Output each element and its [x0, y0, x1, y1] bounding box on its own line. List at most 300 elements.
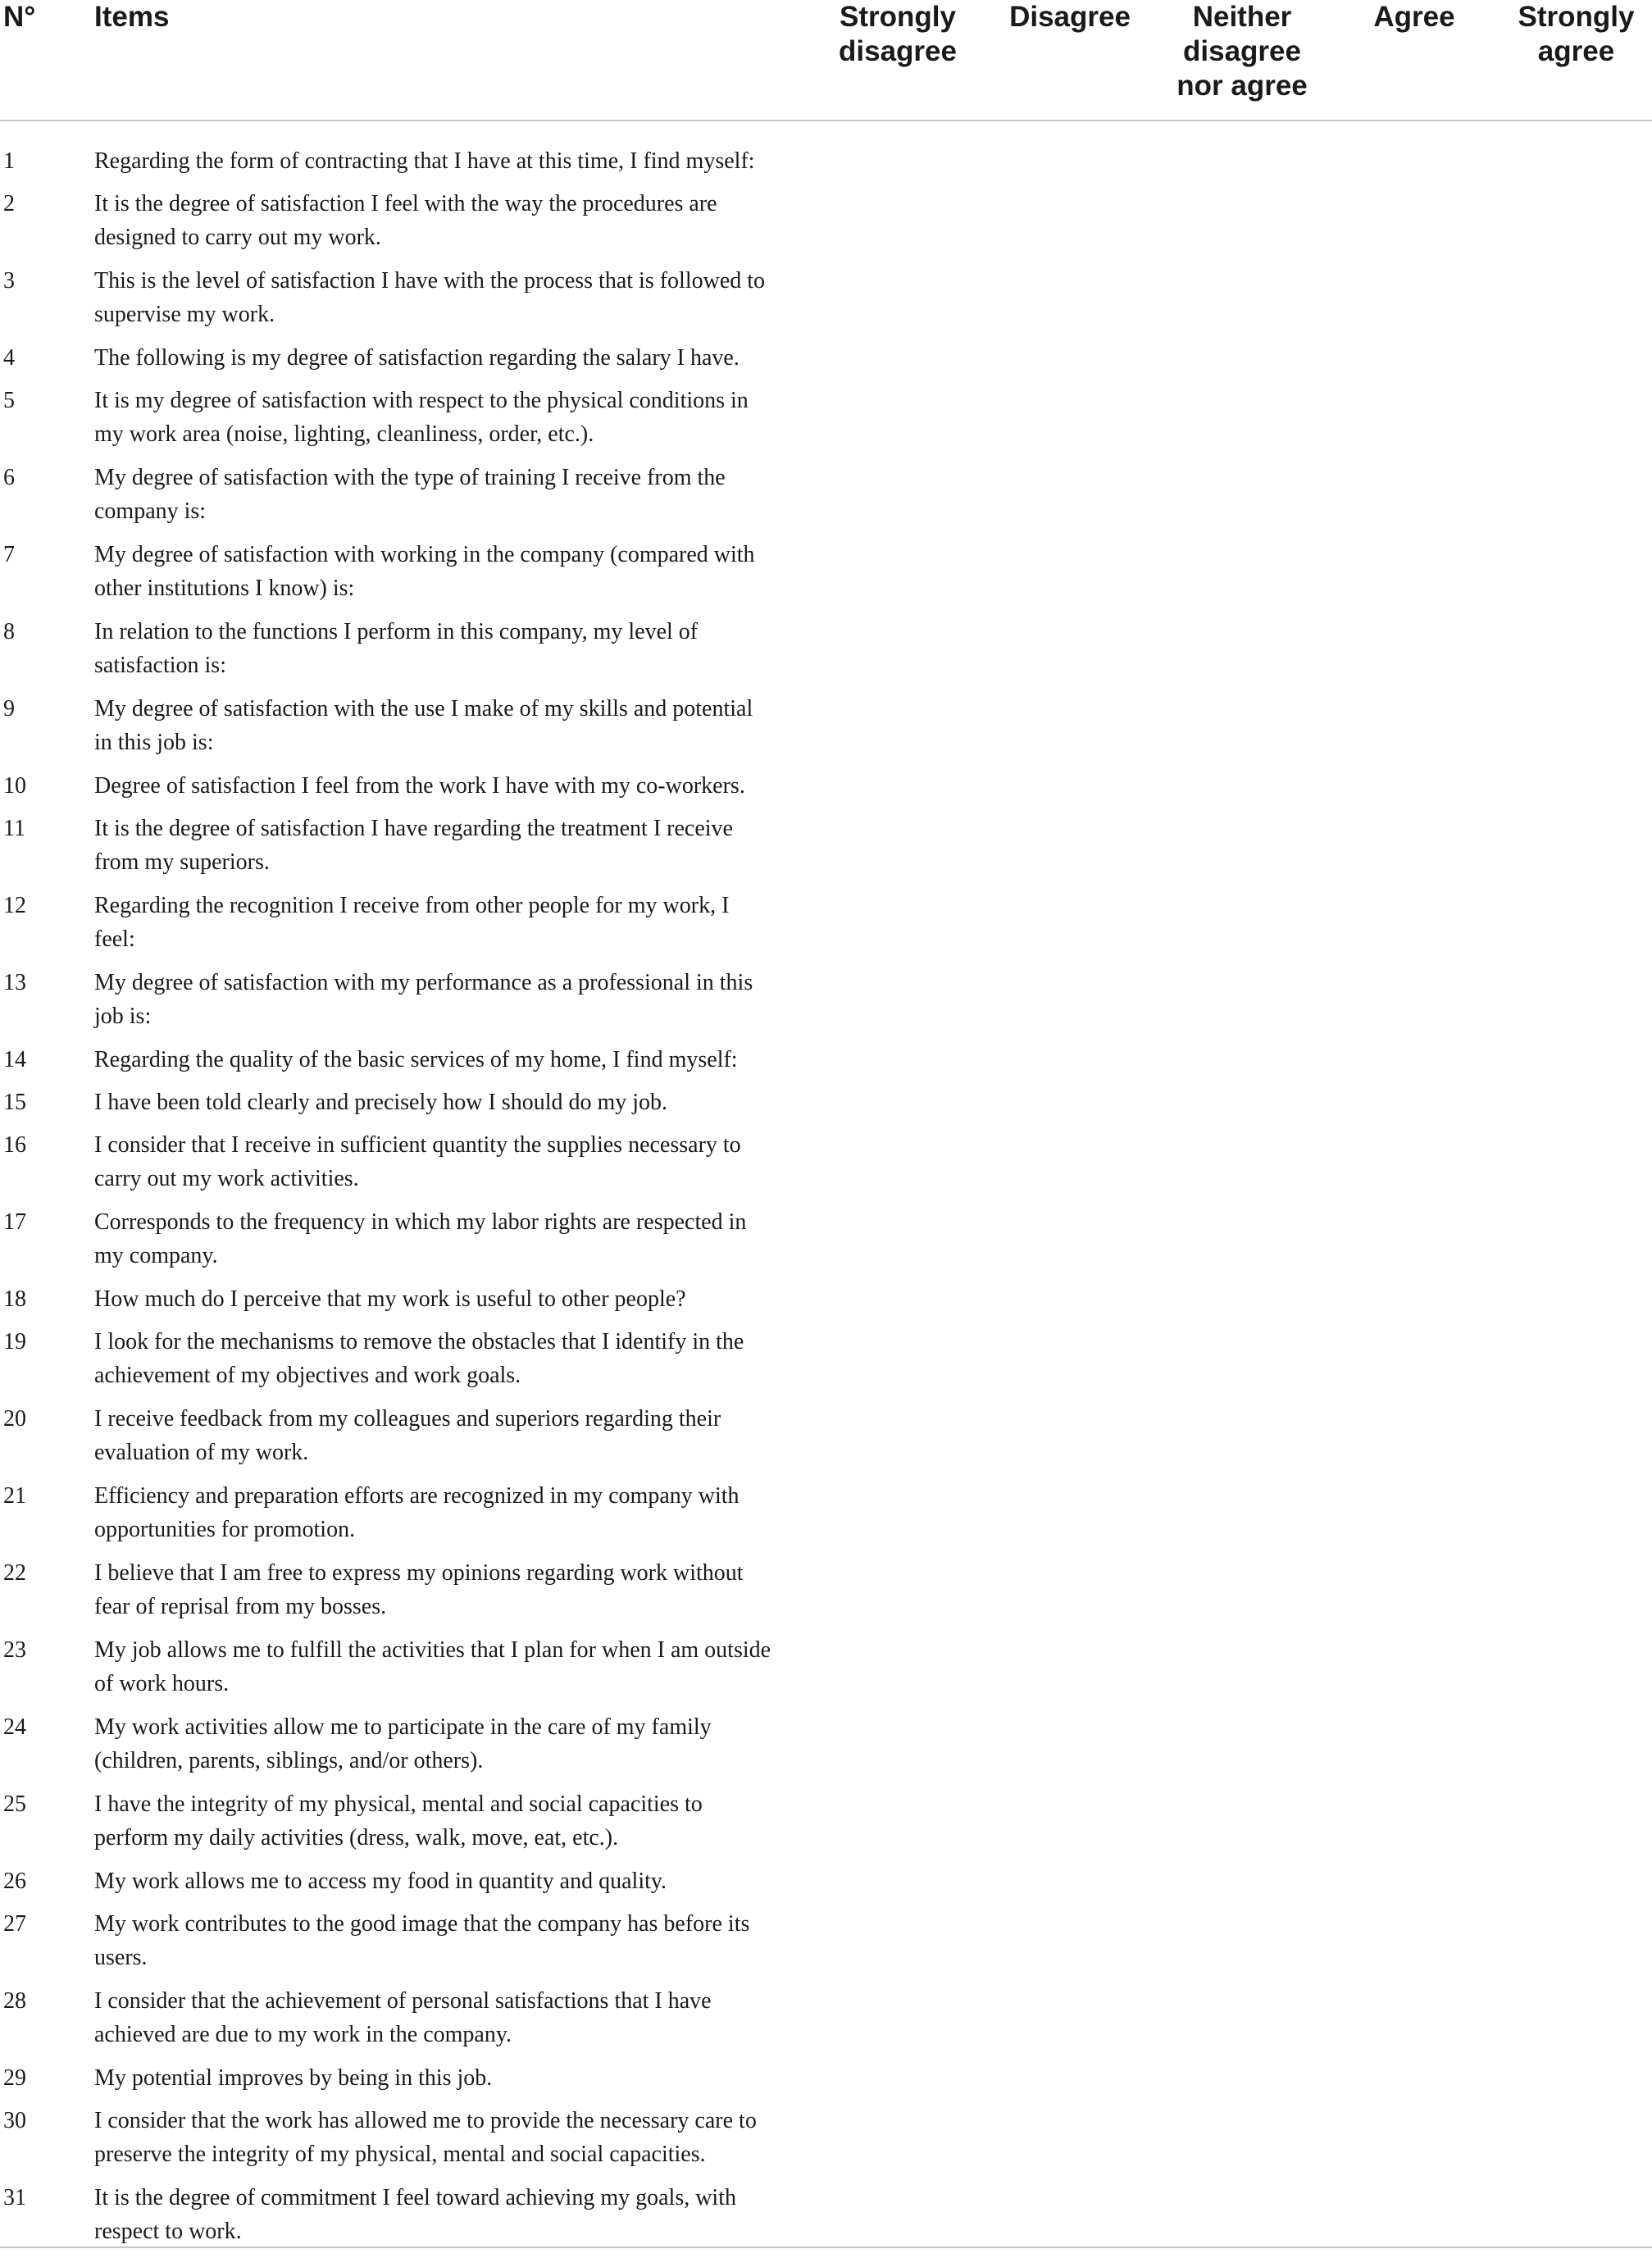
response-cell — [1156, 615, 1328, 692]
response-cell — [812, 538, 984, 615]
item-text — [94, 1710, 812, 1787]
item-text — [94, 1402, 812, 1479]
item-text-line: supervise my work. — [94, 302, 275, 327]
response-cell — [1156, 538, 1328, 615]
item-text-line: (children, parents, siblings, and/or others). — [94, 1748, 484, 1773]
header-strongly-disagree — [812, 0, 984, 121]
table-row — [0, 615, 1652, 692]
response-cell — [812, 1402, 984, 1479]
response-cell — [812, 1043, 984, 1086]
response-cell — [1500, 187, 1652, 264]
item-number: 16 — [3, 1132, 26, 1158]
table-row — [0, 692, 1652, 769]
item-text — [94, 2104, 812, 2181]
response-cell — [812, 692, 984, 769]
response-cell — [812, 615, 984, 692]
response-cell — [1156, 1128, 1328, 1205]
item-text — [94, 1907, 812, 1984]
response-cell — [984, 461, 1156, 538]
item-text — [94, 1282, 812, 1325]
response-cell — [1328, 1128, 1500, 1205]
item-text — [94, 264, 812, 341]
item-text-line: My potential improves by being in this job. — [94, 2065, 493, 2091]
response-cell — [1500, 1205, 1652, 1282]
header-number: N° — [0, 0, 94, 121]
response-cell — [984, 2061, 1156, 2104]
response-cell — [1156, 1984, 1328, 2061]
item-number: 24 — [3, 1714, 26, 1740]
item-text-line: from my superiors. — [94, 849, 270, 875]
item-text-line: satisfaction is: — [94, 653, 226, 678]
table-row — [0, 1907, 1652, 1984]
response-cell — [1500, 264, 1652, 341]
response-cell — [1156, 2061, 1328, 2104]
response-cell — [984, 1043, 1156, 1086]
item-number: 29 — [3, 2065, 26, 2091]
response-cell — [812, 1205, 984, 1282]
item-text-line: I consider that the work has allowed me to provide the necessary care to — [94, 2108, 757, 2133]
response-cell — [984, 2104, 1156, 2181]
response-cell — [1328, 1984, 1500, 2061]
response-cell — [1156, 1633, 1328, 1710]
response-cell — [1500, 1128, 1652, 1205]
response-cell — [1156, 121, 1328, 187]
table-row — [0, 538, 1652, 615]
table-row — [0, 1128, 1652, 1205]
header-line: agree — [1537, 35, 1615, 67]
response-cell — [1500, 812, 1652, 889]
response-cell — [984, 341, 1156, 384]
item-text — [94, 1556, 812, 1633]
response-cell — [1328, 889, 1500, 966]
response-cell — [1328, 1325, 1500, 1402]
item-text-line: I have been told clearly and precisely how I should do my job. — [94, 1090, 668, 1115]
response-cell — [1328, 1086, 1500, 1128]
response-cell — [984, 1282, 1156, 1325]
item-number: 19 — [3, 1329, 26, 1354]
response-cell — [812, 1984, 984, 2061]
response-cell — [1500, 615, 1652, 692]
response-cell — [984, 966, 1156, 1043]
table-row — [0, 1086, 1652, 1128]
item-text-line: My job allows me to fulfill the activities that I plan for when I am outside — [94, 1637, 771, 1663]
item-text-line: The following is my degree of satisfaction regarding the salary I have. — [94, 345, 740, 371]
header-line: disagree — [1183, 35, 1301, 67]
response-cell — [1156, 812, 1328, 889]
table-row — [0, 264, 1652, 341]
item-number: 23 — [3, 1637, 26, 1663]
response-cell — [1500, 1633, 1652, 1710]
response-cell — [812, 2061, 984, 2104]
response-cell — [812, 2104, 984, 2181]
header-line: Strongly — [840, 1, 956, 33]
item-text-line: I have the integrity of my physical, mental and social capacities to — [94, 1791, 703, 1817]
response-cell — [984, 1325, 1156, 1402]
item-text — [94, 966, 812, 1043]
item-text — [94, 1984, 812, 2061]
item-text-line: It is the degree of commitment I feel toward achieving my goals, with — [94, 2185, 736, 2210]
response-cell — [984, 1984, 1156, 2061]
item-text-line: My work allows me to access my food in quantity and quality. — [94, 1869, 667, 1894]
item-number: 14 — [3, 1047, 26, 1072]
response-cell — [812, 966, 984, 1043]
item-text-line: My degree of satisfaction with my performance as a professional in this — [94, 970, 753, 995]
response-cell — [812, 1325, 984, 1402]
item-text — [94, 1205, 812, 1282]
response-cell — [812, 889, 984, 966]
item-text-line: In relation to the functions I perform in this company, my level of — [94, 619, 699, 644]
response-cell — [1328, 538, 1500, 615]
response-cell — [984, 1479, 1156, 1556]
table-row — [0, 2104, 1652, 2181]
item-text — [94, 1128, 812, 1205]
item-text-line: carry out my work activities. — [94, 1166, 359, 1191]
response-cell — [1500, 2104, 1652, 2181]
header-line: Strongly — [1518, 1, 1635, 33]
item-text-line: opportunities for promotion. — [94, 1517, 356, 1542]
response-cell — [984, 1402, 1156, 1479]
item-text — [94, 538, 812, 615]
response-cell — [1156, 1402, 1328, 1479]
response-cell — [984, 384, 1156, 461]
item-number: 30 — [3, 2108, 26, 2133]
header-items: Items — [94, 0, 812, 121]
item-text-line: I receive feedback from my colleagues and superiors regarding their — [94, 1406, 721, 1432]
response-cell — [984, 121, 1156, 187]
table-row — [0, 1710, 1652, 1787]
response-cell — [1328, 1787, 1500, 1864]
header-agree — [1328, 0, 1500, 121]
response-cell — [1328, 1556, 1500, 1633]
table-row — [0, 341, 1652, 384]
item-text — [94, 384, 812, 461]
item-number: 31 — [3, 2185, 26, 2210]
response-cell — [1156, 1205, 1328, 1282]
item-number: 1 — [3, 148, 15, 174]
response-cell — [1156, 966, 1328, 1043]
header-line: Neither — [1192, 1, 1292, 33]
item-text-line: company is: — [94, 498, 207, 524]
item-text-line: This is the level of satisfaction I have with the process that is followed to — [94, 268, 766, 294]
item-text-line: Regarding the recognition I receive from other people for my work, I — [94, 893, 730, 918]
item-text-line: My work activities allow me to participate in the care of my family — [94, 1714, 712, 1740]
item-text-line: My degree of satisfaction with the use I make of my skills and potential — [94, 696, 753, 722]
header-line: nor agree — [1176, 70, 1308, 102]
table-row — [0, 1402, 1652, 1479]
item-text — [94, 1325, 812, 1402]
response-cell — [1500, 966, 1652, 1043]
item-number: 5 — [3, 388, 15, 413]
table-header-row — [0, 0, 1652, 121]
item-text-line: I look for the mechanisms to remove the obstacles that I identify in the — [94, 1329, 744, 1354]
response-cell — [1328, 1907, 1500, 1984]
item-text-line: Degree of satisfaction I feel from the work I have with my co-workers. — [94, 773, 745, 799]
item-number: 26 — [3, 1869, 26, 1894]
item-text — [94, 812, 812, 889]
response-cell — [1500, 1402, 1652, 1479]
item-number: 28 — [3, 1988, 26, 2014]
header-line: disagree — [839, 35, 957, 67]
response-cell — [1156, 187, 1328, 264]
table-row — [0, 187, 1652, 264]
table-row — [0, 1205, 1652, 1282]
response-cell — [812, 187, 984, 264]
response-cell — [812, 264, 984, 341]
response-cell — [1156, 889, 1328, 966]
item-text — [94, 1479, 812, 1556]
response-cell — [1328, 692, 1500, 769]
response-cell — [984, 812, 1156, 889]
response-cell — [984, 889, 1156, 966]
response-cell — [1156, 1556, 1328, 1633]
item-number: 22 — [3, 1560, 26, 1586]
item-text-line: fear of reprisal from my bosses. — [94, 1594, 387, 1619]
response-cell — [812, 1282, 984, 1325]
item-text — [94, 341, 812, 384]
item-text-line: job is: — [94, 1004, 152, 1029]
header-strongly-agree — [1500, 0, 1652, 121]
response-cell — [1328, 1864, 1500, 1907]
response-cell — [1156, 2104, 1328, 2181]
item-number: 12 — [3, 893, 26, 918]
response-cell — [812, 1864, 984, 1907]
item-text-line: my company. — [94, 1243, 218, 1268]
response-cell — [1328, 1633, 1500, 1710]
item-text-line: It is the degree of satisfaction I feel with the way the procedures are — [94, 191, 717, 216]
response-cell — [1500, 1086, 1652, 1128]
item-text-line: of work hours. — [94, 1671, 230, 1696]
item-text — [94, 2061, 812, 2104]
response-cell — [1328, 1282, 1500, 1325]
item-text-line: in this job is: — [94, 730, 214, 755]
item-text-line: My work contributes to the good image that the company has before its — [94, 1911, 750, 1937]
response-cell — [1500, 1864, 1652, 1907]
response-cell — [984, 264, 1156, 341]
item-text-line: How much do I perceive that my work is useful to other people? — [94, 1286, 686, 1312]
response-cell — [1328, 2104, 1500, 2181]
response-cell — [812, 121, 984, 187]
item-text-line: perform my daily activities (dress, walk, move, eat, etc.). — [94, 1825, 619, 1851]
table-row — [0, 812, 1652, 889]
response-cell — [984, 1086, 1156, 1128]
header-disagree — [984, 0, 1156, 121]
item-text — [94, 1043, 812, 1086]
table-row — [0, 2061, 1652, 2104]
response-cell — [812, 812, 984, 889]
response-cell — [1156, 1710, 1328, 1787]
response-cell — [984, 538, 1156, 615]
response-cell — [1500, 769, 1652, 812]
response-cell — [984, 615, 1156, 692]
response-cell — [1500, 384, 1652, 461]
response-cell — [812, 1633, 984, 1710]
response-cell — [984, 1633, 1156, 1710]
response-cell — [1156, 264, 1328, 341]
response-cell — [1328, 615, 1500, 692]
item-text — [94, 769, 812, 812]
item-text — [94, 121, 812, 187]
item-text-line: Efficiency and preparation efforts are recognized in my company with — [94, 1483, 740, 1509]
response-cell — [1500, 1043, 1652, 1086]
response-cell — [1328, 384, 1500, 461]
item-number: 6 — [3, 465, 15, 490]
response-cell — [1328, 1479, 1500, 1556]
item-number: 4 — [3, 345, 15, 371]
item-text — [94, 1633, 812, 1710]
response-cell — [812, 461, 984, 538]
item-text-line: users. — [94, 1945, 148, 1970]
header-line: Disagree — [1009, 1, 1131, 33]
response-cell — [812, 1479, 984, 1556]
item-number: 10 — [3, 773, 26, 799]
response-cell — [1156, 1907, 1328, 1984]
item-number: 3 — [3, 268, 15, 294]
table-row — [0, 1787, 1652, 1864]
bottom-rule — [0, 2247, 1652, 2248]
response-cell — [812, 1128, 984, 1205]
response-cell — [984, 1710, 1156, 1787]
response-cell — [1328, 121, 1500, 187]
response-cell — [984, 187, 1156, 264]
response-cell — [812, 1710, 984, 1787]
table-row — [0, 1479, 1652, 1556]
response-cell — [812, 769, 984, 812]
response-cell — [1328, 1043, 1500, 1086]
response-cell — [1500, 1556, 1652, 1633]
item-number: 25 — [3, 1791, 26, 1817]
table-row — [0, 1864, 1652, 1907]
item-number: 20 — [3, 1406, 26, 1432]
response-cell — [1500, 1479, 1652, 1556]
response-cell — [984, 1907, 1156, 1984]
response-cell — [1328, 1402, 1500, 1479]
response-cell — [1328, 966, 1500, 1043]
item-text-line: designed to carry out my work. — [94, 225, 381, 250]
response-cell — [1328, 341, 1500, 384]
response-cell — [1156, 769, 1328, 812]
item-number: 17 — [3, 1209, 26, 1235]
response-cell — [1156, 1086, 1328, 1128]
response-cell — [1500, 538, 1652, 615]
table-row — [0, 121, 1652, 187]
item-text-line: My degree of satisfaction with working in the company (compared with — [94, 542, 755, 567]
response-cell — [984, 1205, 1156, 1282]
item-text-line: preserve the integrity of my physical, mental and social capacities. — [94, 2142, 706, 2167]
response-cell — [984, 1787, 1156, 1864]
item-text-line: I consider that I receive in sufficient quantity the supplies necessary to — [94, 1132, 741, 1158]
response-cell — [1500, 889, 1652, 966]
response-cell — [984, 1864, 1156, 1907]
response-cell — [812, 341, 984, 384]
item-number: 9 — [3, 696, 15, 722]
response-cell — [1156, 1043, 1328, 1086]
header-neither — [1156, 0, 1328, 121]
response-cell — [812, 1787, 984, 1864]
item-text-line: I consider that the achievement of personal satisfactions that I have — [94, 1988, 712, 2014]
item-number: 11 — [3, 816, 25, 841]
table-row — [0, 1043, 1652, 1086]
response-cell — [812, 1907, 984, 1984]
response-cell — [1328, 461, 1500, 538]
item-text-line: I believe that I am free to express my opinions regarding work without — [94, 1560, 744, 1586]
response-cell — [1328, 264, 1500, 341]
response-cell — [1500, 1710, 1652, 1787]
item-text-line: Regarding the quality of the basic services of my home, I find myself: — [94, 1047, 738, 1072]
item-text-line: other institutions I know) is: — [94, 576, 355, 601]
response-cell — [1328, 2061, 1500, 2104]
response-cell — [1156, 1282, 1328, 1325]
item-text — [94, 692, 812, 769]
item-number: 27 — [3, 1911, 26, 1937]
item-number: 18 — [3, 1286, 26, 1312]
header-line: Agree — [1373, 1, 1455, 33]
response-cell — [812, 384, 984, 461]
response-cell — [1156, 1864, 1328, 1907]
response-cell — [984, 1556, 1156, 1633]
response-cell — [1328, 1205, 1500, 1282]
item-text — [94, 1864, 812, 1907]
item-number: 21 — [3, 1483, 26, 1509]
response-cell — [984, 1128, 1156, 1205]
table-row — [0, 966, 1652, 1043]
response-cell — [1500, 1787, 1652, 1864]
item-number: 8 — [3, 619, 15, 644]
table-row — [0, 1633, 1652, 1710]
item-text — [94, 1086, 812, 1128]
item-text — [94, 1787, 812, 1864]
item-text-line: respect to work. — [94, 2219, 242, 2244]
item-text-line: feel: — [94, 926, 135, 952]
item-text-line: my work area (noise, lighting, cleanliness, order, etc.). — [94, 421, 594, 447]
response-cell — [1156, 341, 1328, 384]
response-cell — [1156, 1479, 1328, 1556]
item-text-line: Regarding the form of contracting that I have at this time, I find myself: — [94, 148, 755, 174]
response-cell — [1500, 1325, 1652, 1402]
item-text — [94, 461, 812, 538]
response-cell — [1328, 187, 1500, 264]
response-cell — [1500, 2061, 1652, 2104]
item-number: 15 — [3, 1090, 26, 1115]
table-row — [0, 889, 1652, 966]
response-cell — [812, 1556, 984, 1633]
response-cell — [1500, 692, 1652, 769]
response-cell — [1500, 1984, 1652, 2061]
response-cell — [1156, 692, 1328, 769]
item-number: 13 — [3, 970, 26, 995]
item-text — [94, 889, 812, 966]
table-row — [0, 1325, 1652, 1402]
table-row — [0, 1556, 1652, 1633]
response-cell — [1500, 1282, 1652, 1325]
item-number: 2 — [3, 191, 15, 216]
response-cell — [1500, 121, 1652, 187]
response-cell — [1328, 812, 1500, 889]
table-row — [0, 461, 1652, 538]
response-cell — [1156, 461, 1328, 538]
item-text-line: achievement of my objectives and work goals. — [94, 1363, 521, 1388]
item-text-line: achieved are due to my work in the company. — [94, 2022, 512, 2047]
response-cell — [1156, 1325, 1328, 1402]
response-cell — [812, 1086, 984, 1128]
response-cell — [1156, 384, 1328, 461]
table-row — [0, 384, 1652, 461]
response-cell — [984, 769, 1156, 812]
item-text-line: It is the degree of satisfaction I have regarding the treatment I receive — [94, 816, 733, 841]
table-body — [0, 121, 1652, 2258]
item-text — [94, 615, 812, 692]
response-cell — [1328, 1710, 1500, 1787]
table-row — [0, 1984, 1652, 2061]
